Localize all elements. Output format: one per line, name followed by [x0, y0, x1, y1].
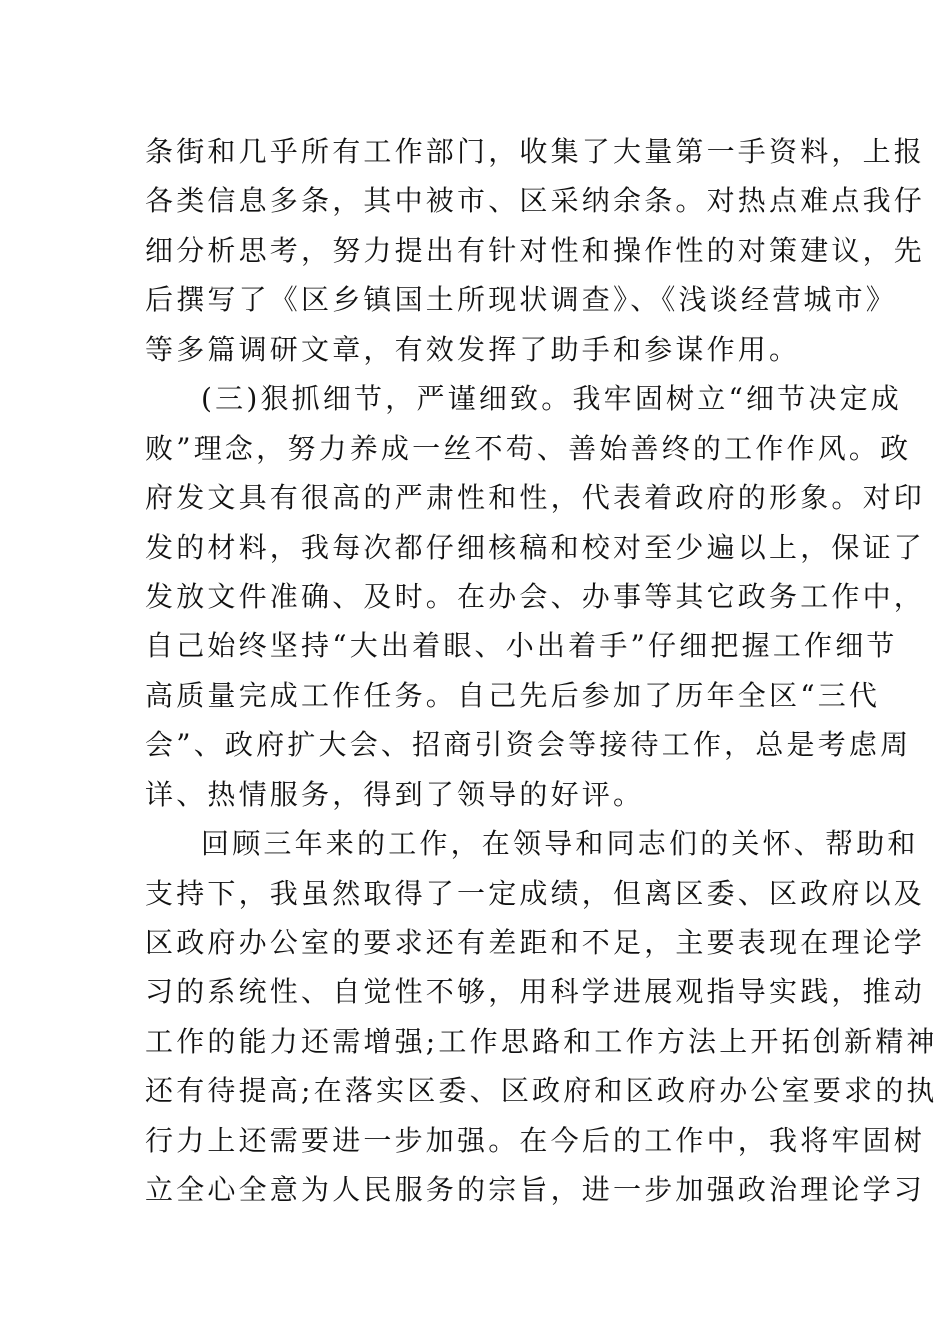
text-line: 细分析思考，努力提出有针对性和操作性的对策建议，先	[145, 233, 926, 267]
text-line: 会”、政府扩大会、招商引资会等接待工作，总是考虑周	[145, 728, 912, 762]
text-line: 工作的能力还需增强;工作思路和工作方法上开拓创新精神	[145, 1024, 938, 1058]
text-line: (三)狠抓细节，严谨细致。我牢固树立“细节决定成	[201, 382, 902, 416]
text-line: 高质量完成工作任务。自己先后参加了历年全区“三代	[145, 678, 881, 712]
text-line: 行力上还需要进一步加强。在今后的工作中，我将牢固树	[145, 1123, 926, 1157]
text-line: 各类信息多条，其中被市、区采纳余条。对热点难点我仔	[145, 184, 926, 218]
body-text	[145, 127, 938, 1215]
text-line: 发放文件准确、及时。在办会、办事等其它政务工作中，	[145, 579, 926, 613]
text-line: 条街和几乎所有工作部门，收集了大量第一手资料，上报	[145, 135, 926, 168]
text-line: 自己始终坚持“大出着眼、小出着手”仔细把握工作细节	[145, 629, 898, 663]
text-line: 后撰写了《区乡镇国土所现状调查》、《浅谈经营城市》	[145, 283, 898, 317]
text-line: 习的系统性、自觉性不够，用科学进展观指导实践，推动	[145, 975, 926, 1009]
text-line: 等多篇调研文章，有效发挥了助手和参谋作用。	[145, 332, 801, 366]
text-line: 府发文具有很高的严肃性和性，代表着政府的形象。对印	[145, 481, 926, 515]
text-line: 回顾三年来的工作，在领导和同志们的关怀、帮助和	[201, 827, 919, 861]
text-line: 败”理念，努力养成一丝不苟、善始善终的工作作风。政	[145, 431, 912, 465]
text-line: 支持下，我虽然取得了一定成绩，但离区委、区政府以及	[145, 876, 926, 910]
text-line: 立全心全意为人民服务的宗旨，进一步加强政治理论学习	[145, 1173, 926, 1207]
text-line: 详、热情服务，得到了领导的好评。	[145, 777, 645, 811]
text-line: 发的材料，我每次都仔细核稿和校对至少遍以上，保证了	[145, 530, 926, 564]
text-line: 区政府办公室的要求还有差距和不足，主要表现在理论学	[145, 926, 926, 959]
text-line: 还有待提高;在落实区委、区政府和区政府办公室要求的执	[145, 1074, 938, 1108]
